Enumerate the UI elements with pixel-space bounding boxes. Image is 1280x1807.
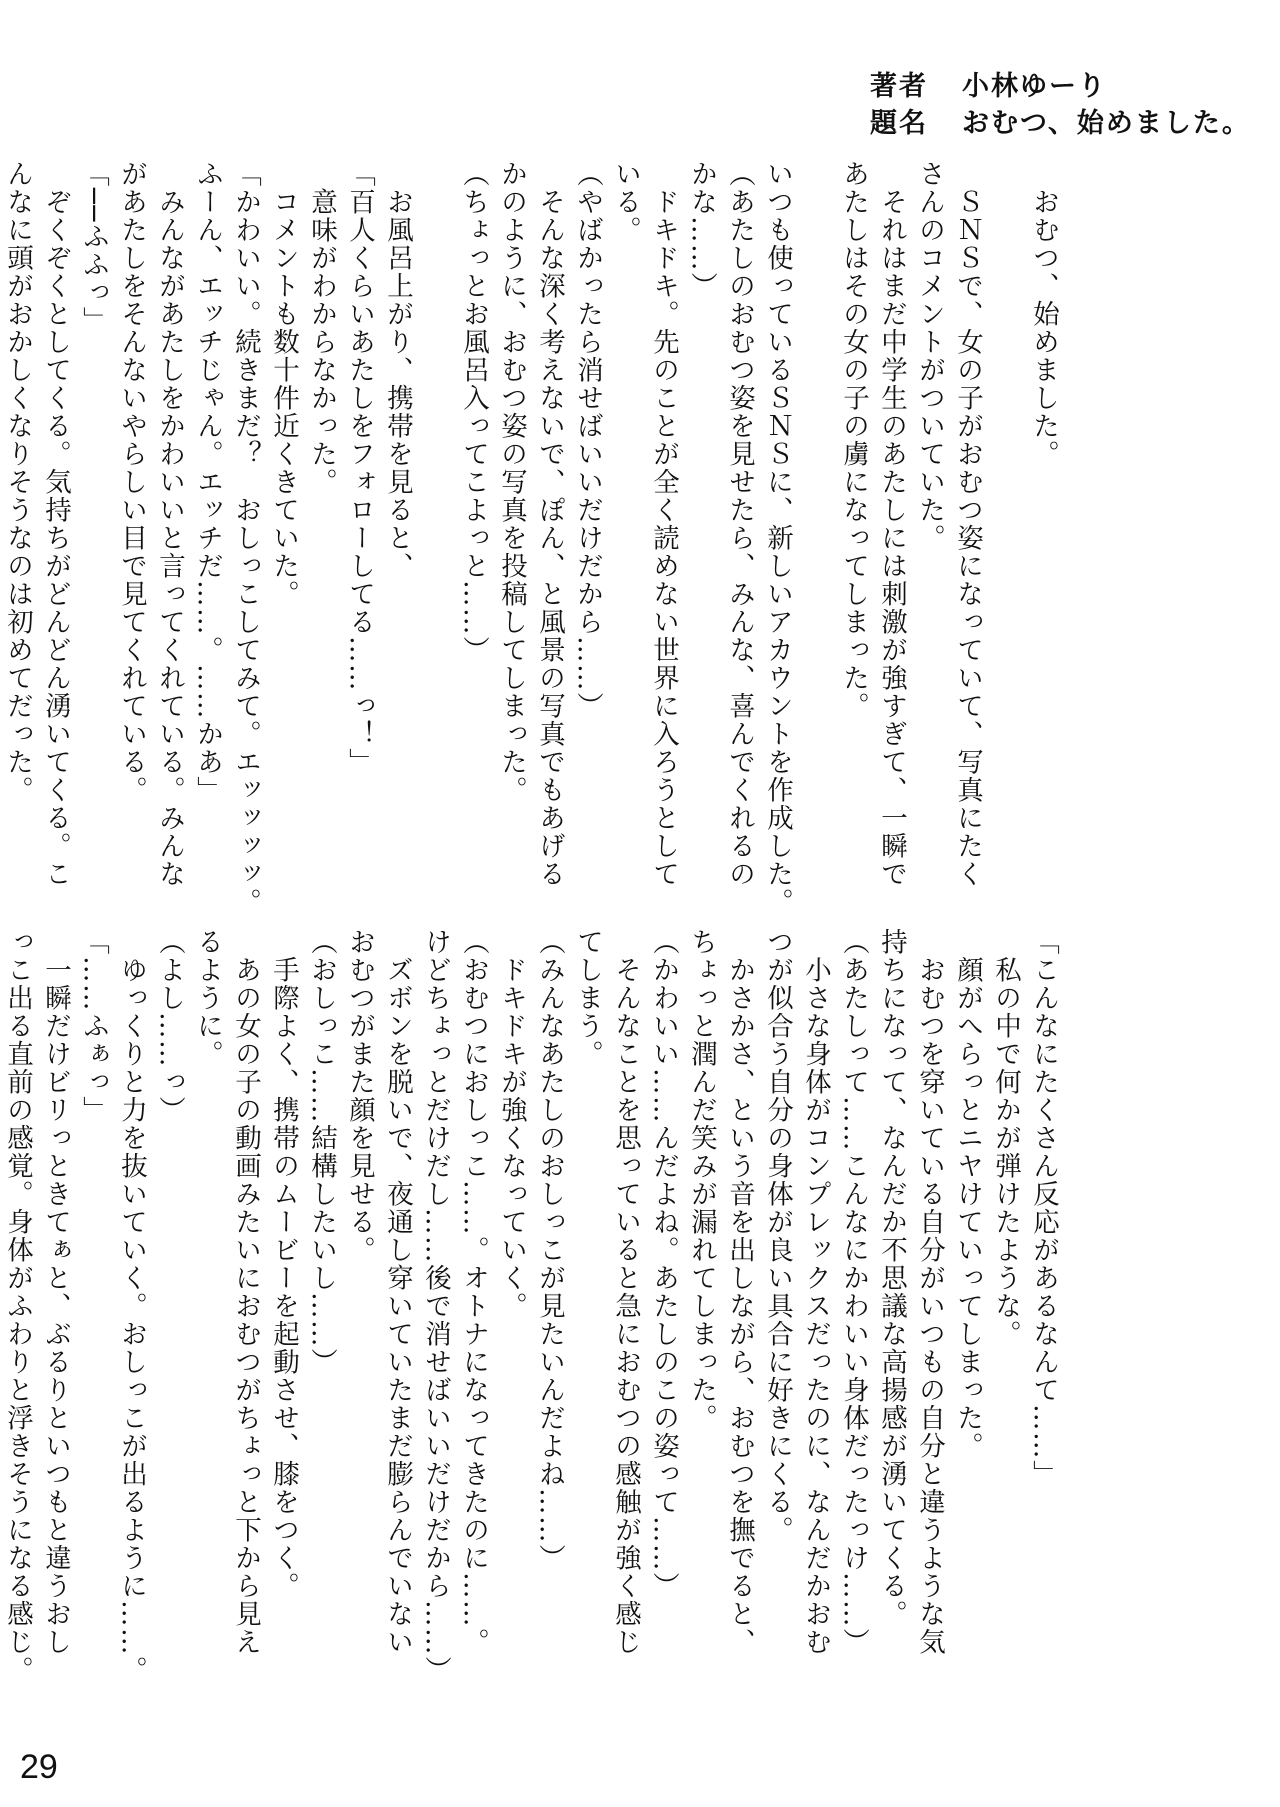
text-line: てしまう。 — [572, 928, 603, 1068]
text-line: あたしはその女の子の虜になってしまった。 — [838, 160, 869, 720]
text-line: つが似合う自分の身体が良い具合に好きにくる。 — [762, 928, 793, 1544]
text-line: 「──ふふっ」 — [78, 160, 109, 335]
text-line: 「こんなにたくさん反応があるなんて……」 — [1028, 928, 1059, 1488]
text-line — [986, 160, 1024, 880]
text-line — [416, 160, 454, 880]
text-line: ＳＮＳで、女の子がおむつ姿になっていて、写真にたく — [952, 160, 983, 888]
text-line: いる。 — [610, 160, 641, 244]
text-line: そんな深く考えないで、ぽん、と風景の写真でもあげる — [534, 160, 565, 888]
story-header — [870, 68, 1251, 142]
text-line: ズボンを脱いで、夜通し穿いていたまだ膨らんでいない — [382, 928, 413, 1656]
text-line: ドキドキ。先のことが全く読めない世界に入ろうとして — [648, 160, 679, 888]
text-line: ゆっくりと力を抜いていく。おしっこが出るように……。 — [116, 928, 147, 1684]
text-line: おむつを穿いている自分がいつもの自分と違うような気 — [914, 928, 945, 1656]
text-line: かな……） — [686, 160, 717, 300]
text-line: （かわいい……んだよね。あたしのこの姿って……） — [648, 928, 679, 1600]
text-line: （おむつにおしっこ……。オトナになってきたのに……。 — [458, 928, 489, 1656]
author-label: 著者 — [870, 71, 928, 102]
title-label: 題名 — [870, 108, 928, 139]
text-line: おむつがまた顔を見せる。 — [344, 928, 375, 1264]
text-line: （あたしって……こんなにかわいい身体だったっけ……） — [838, 928, 869, 1656]
text-line: それはまだ中学生のあたしには刺激が強すぎて、一瞬で — [876, 160, 907, 888]
text-line: 私の中で何かが弾けたような。 — [990, 928, 1021, 1348]
text-line: っこ出る直前の感覚。身体がふわりと浮きそうになる感じ。 — [2, 928, 33, 1684]
text-line: 手際よく、携帯のムービーを起動させ、膝をつく。 — [268, 928, 299, 1600]
text-line: （みんなあたしのおしっこが見たいんだよね……） — [534, 928, 565, 1572]
text-line: あの女の子の動画みたいにおむつがちょっと下から見え — [230, 928, 261, 1656]
text-line: コメントも数十件近くきていた。 — [268, 160, 299, 608]
text-line: かさかさ、という音を出しながら、おむつを撫でると、 — [724, 928, 755, 1656]
text-line: 持ちになって、なんだか不思議な高揚感が湧いてくる。 — [876, 928, 907, 1628]
text-line: （よし……っ） — [154, 928, 185, 1124]
text-line: ちょっと潤んだ笑みが漏れてしまった。 — [686, 928, 717, 1432]
text-line: 意味がわからなかった。 — [306, 160, 337, 496]
text-line: るように。 — [192, 928, 223, 1068]
text-line: （おしっこ……結構したいし……） — [306, 928, 337, 1376]
lower-text-block — [2, 928, 1062, 1684]
text-line: があたしをそんないやらしい目で見てくれている。 — [116, 160, 147, 804]
text-line: 「……ふぁっ」 — [78, 928, 109, 1124]
text-line: （あたしのおむつ姿を見せたら、みんな、喜んでくれるの — [724, 160, 755, 888]
text-line: おむつ、始めました。 — [1028, 160, 1059, 468]
story-title: おむつ、始めました。 — [962, 108, 1251, 139]
upper-text-block — [2, 160, 1062, 916]
text-line: けどちょっとだけだし……後で消せばいいだけだから……） — [420, 928, 451, 1684]
text-line: いつも使っているＳＮＳに、新しいアカウントを作成した。 — [762, 160, 793, 916]
text-line: ぞくぞくとしてくる。気持ちがどんどん湧いてくる。こ — [40, 160, 71, 888]
text-line: （ちょっとお風呂入ってこよっと……） — [458, 160, 489, 664]
text-line: お風呂上がり、携帯を見ると、 — [382, 160, 413, 580]
text-line: さんのコメントがついていた。 — [914, 160, 945, 552]
text-line: ドキドキが強くなっていく。 — [496, 928, 527, 1320]
text-line — [796, 160, 834, 880]
text-line: 顔がへらっとニヤけていってしまった。 — [952, 928, 983, 1460]
author-name: 小林ゆーり — [962, 71, 1107, 102]
text-line: んなに頭がおかしくなりそうなのは初めてだった。 — [2, 160, 33, 804]
author-row — [870, 68, 1210, 105]
text-line: かのように、おむつ姿の写真を投稿してしまった。 — [496, 160, 527, 804]
text-line: （やばかったら消せばいいだけだから……） — [572, 160, 603, 720]
text-line: 「かわいい。続きまだ？ おしっこしてみて。エッッッッ。 — [230, 160, 261, 916]
page-number: 29 — [20, 1748, 58, 1786]
text-line: そんなことを思っていると急におむつの感触が強く感じ — [610, 928, 641, 1656]
text-line: 一瞬だけビリっときてぁと、ぶるりといつもと違うおし — [40, 928, 71, 1656]
text-line: 「百人くらいあたしをフォローしてる……っ！」 — [344, 160, 375, 776]
title-row — [870, 105, 1251, 142]
text-line: みんながあたしをかわいいと言ってくれている。みんな — [154, 160, 185, 888]
text-line: 小さな身体がコンプレックスだったのに、なんだかおむ — [800, 928, 831, 1656]
text-line: ふーん、エッチじゃん。エッチだ……。……かあ」 — [192, 160, 223, 804]
